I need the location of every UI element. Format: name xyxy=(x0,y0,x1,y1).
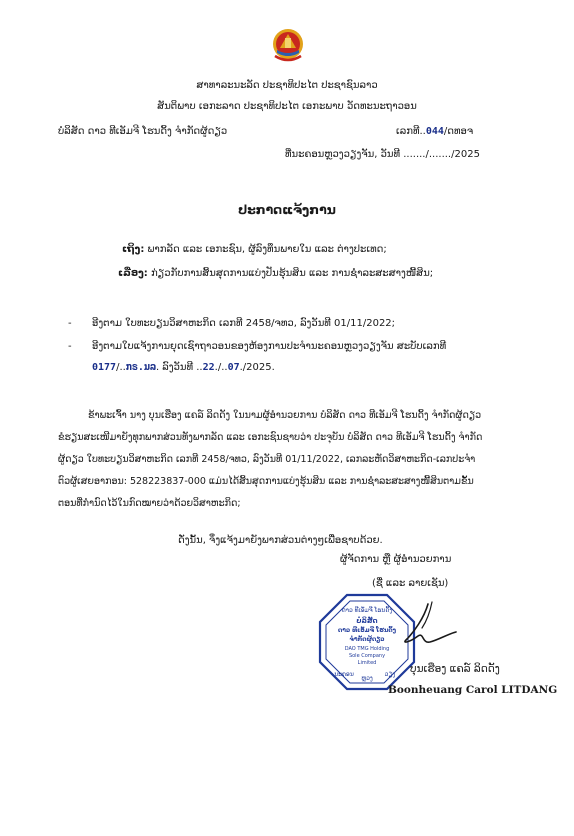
body-line-1: ຂ້າພະເຈົ້າ ນາງ ບຸນເຮືອງ ແຄລ໌ ລິດດັງ ໃນນາມຜູ້ອຳນວຍການ ບໍລິສັດ ດາວ ທີເອັມຈີ ໂຮນດິ້ງ ຈຳກັດຜູ້ດຽວ xyxy=(88,410,482,421)
company-name: ບໍລິສັດ ດາວ ທີເອັມຈີ ໂຮນດິ້ງ ຈຳກັດຜູ້ດຽວ xyxy=(58,126,228,137)
subject-text: ກ່ຽວກັບການສິ້ນສຸດການແບ່ງປັນຮຸ້ນສິນ ແລະ ການຊຳລະສະສາງໜີ້ສິນ; xyxy=(147,268,434,279)
ref-number-handwritten: 0177 xyxy=(92,362,117,373)
signatory-role: ຜູ້ຈັດການ ຫຼື ຜູ້ອຳນວຍການ xyxy=(340,554,452,565)
stamp-center-2: ດາວ ທີເອັມຈີ ໂຮນດິ້ງ xyxy=(337,627,397,634)
stamp-bottom-3: ວຽງ xyxy=(384,671,396,678)
stamp-en-1: DAO TMG Holding xyxy=(344,646,390,652)
number-label: ເລກທີ.. xyxy=(396,126,426,137)
signatory-name-english: Boonheuang Carol LITDANG xyxy=(388,684,558,696)
stamp-en-3: Limited xyxy=(357,660,377,666)
signatory-name-lao: ບຸນເຮືອງ ແຄລ໌ ລິດດັງ xyxy=(410,663,500,675)
closing-line: ດັ່ງນັ້ນ, ຈຶ່ງແຈ້ງມາຍັງພາກສ່ວນຕ່າງໆເພື່ອຊາບດ້ວຍ. xyxy=(178,535,383,546)
national-emblem-icon xyxy=(271,26,305,66)
subject-line xyxy=(118,268,433,281)
number-suffix: /ດທອຈ xyxy=(443,126,474,137)
motto-line: ສັນຕິພາບ ເອກະລາດ ປະຊາທິປະໄຕ ເອກະພາບ ວັດທະນະຖາວອນ xyxy=(157,101,417,112)
body-line-5: ຕອນທີ່ກຳນົດໄວ້ໃນກົດໝາຍວ່າດ້ວຍວິສາຫະກິດ; xyxy=(58,498,241,509)
date-line: ທີ່ນະຄອນຫຼວງວຽງຈັນ, ວັນທີ ......./......./2025 xyxy=(285,149,480,160)
stamp-center-3: ຈຳກັດຜູ້ດຽວ xyxy=(349,636,385,643)
reference-1: ອີງຕາມ ໃບທະບຽນວິສາຫະກິດ ເລກທີ 2458/ຈທວ, ລົງວັນທີ 01/11/2022; xyxy=(92,318,396,329)
recipient-line xyxy=(122,244,387,257)
handwritten-signature xyxy=(384,598,464,658)
body-line-3: ຜູ້ດຽວ ໃບທະບຽນວິສາຫະກິດ ເລກທີ 2458/ຈທວ, ລົງວັນທີ 01/11/2022, ເລກລະຫັດວິສາຫະກິດ-ເລກປະຈຳ xyxy=(58,454,476,465)
signature-note: (ຊື່ ແລະ ລາຍເຊັນ) xyxy=(372,578,449,589)
reference-2-line1: ອີງຕາມໃບແຈ້ງການຍຸດເຊົາຖາວອນຂອງຫ້ອງການປະຈຳນະຄອນຫຼວງວຽງຈັນ ສະບັບເລກທີ xyxy=(92,341,447,352)
ref-date-sep: ./.. xyxy=(214,362,228,373)
ref-date-prefix: . ລົງວັນທີ .. xyxy=(155,362,203,373)
stamp-bottom-1: ນະຄອນ xyxy=(334,671,354,678)
ref-sep: /.. xyxy=(116,362,126,373)
body-line-4: ຕົວຜູ້ເສຍອາກອນ: 528223837-000 ແມ່ນໄດ້ສິ້ນສຸດການແບ່ງຮຸ້ນສິນ ແລະ ການຊຳລະສະສາງໜີ້ສິນຕາມຂັ້ນ xyxy=(58,476,474,487)
stamp-bottom-2: ຫຼວງ xyxy=(361,675,373,682)
page-title: ປະກາດແຈ້ງການ xyxy=(238,202,336,217)
reference-2-line2 xyxy=(92,362,275,375)
stamp-center-1: ບໍລິສັດ xyxy=(356,617,378,625)
to-label: ເຖິງ: xyxy=(122,244,145,255)
ref-month-handwritten: 07 xyxy=(227,362,240,373)
country-line: ສາທາລະນະລັດ ປະຊາທິປະໄຕ ປະຊາຊົນລາວ xyxy=(196,80,378,91)
bullet-dash: - xyxy=(68,341,72,352)
ref-date-tail: ./2025. xyxy=(239,362,275,373)
stamp-en-2: Sole Company xyxy=(348,653,386,659)
to-text: ພາກລັດ ແລະ ເອກະຊົນ, ຜູ້ລົງທຶນພາຍໃນ ແລະ ຕ່າງປະເທດ; xyxy=(144,244,387,255)
document-number xyxy=(396,126,473,139)
stamp-top-arc: ດາວ ທີເອັມຈີ ໂຮນດິ້ງ xyxy=(341,607,393,614)
subject-label: ເລື່ອງ: xyxy=(118,268,148,279)
number-handwritten: 044 xyxy=(425,126,444,137)
body-line-2: ຂໍຮຽນສະເໜີມາຍັງທຸກພາກສ່ວນທັງພາກລັດ ແລະ ເອກະຊົນຊາບວ່າ ປະຈຸບັນ ບໍລິສັດ ດາວ ທີເອັມຈີ ໂຮນດິ້ງ ຈຳກັດ xyxy=(58,432,483,443)
ref-code-handwritten: ກຣ.ນລ xyxy=(125,362,156,373)
bullet-dash: - xyxy=(68,318,72,329)
ref-day-handwritten: 22 xyxy=(202,362,215,373)
